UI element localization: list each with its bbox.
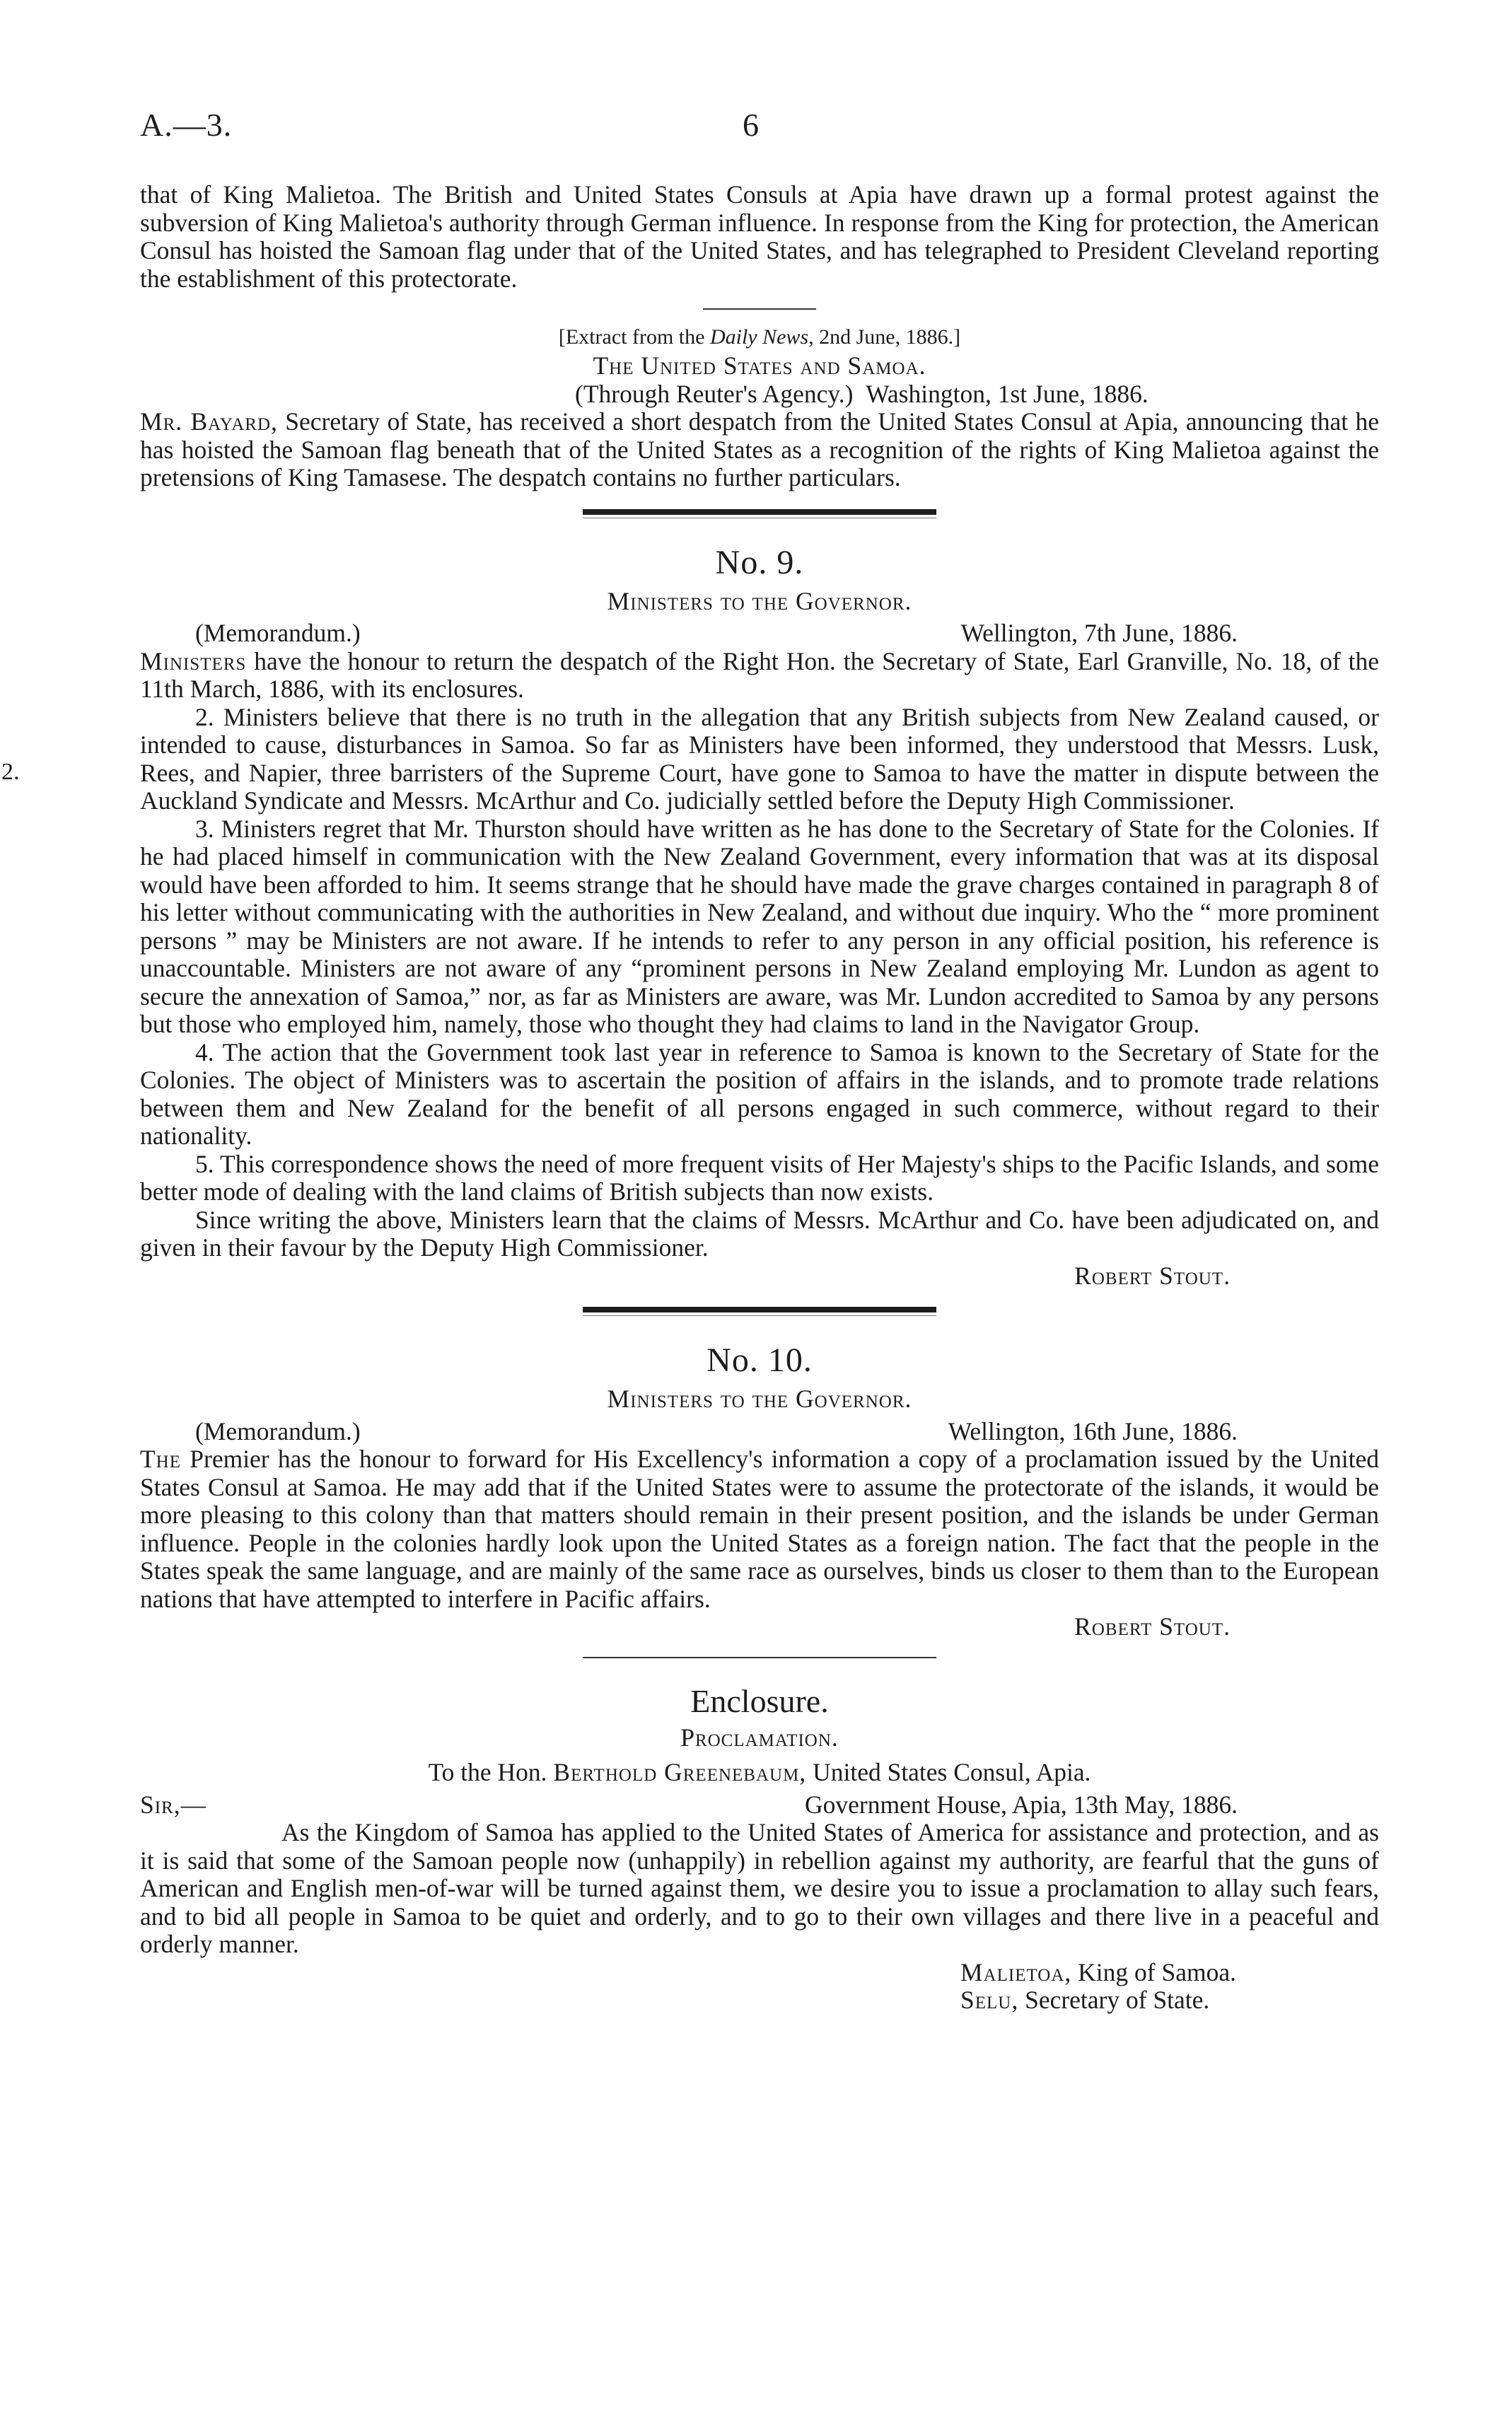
memo-label: (Memorandum.) <box>195 1416 361 1445</box>
no9-paragraph-5: 5. This correspondence shows the need of more frequent visits of Her Majesty's ships to the Pacific Islands, and some better mode of dealing with the land claims of British subjects than now exists. <box>140 1149 1379 1206</box>
enclosure-address: To the Hon. Berthold Greenebaum, United States Consul, Apia. <box>428 1758 1091 1786</box>
intro-paragraph: that of King Malietoa. The British and United States Consuls at Apia have drawn up a formal protest against the subversion of King Malietoa's authority through German influence. In response from the King for protection, the American Consul has hoisted the Samoan flag under that of the United States, and has telegraphed to President Cleveland reporting the establishment of this protectorate. <box>140 180 1379 293</box>
enclosure-title: Enclosure. <box>690 1682 829 1719</box>
signature-selu: Selu, Secretary of State. <box>960 1986 1210 2014</box>
memo-header <box>140 1418 1379 1446</box>
section-title: Ministers to the Governor. <box>607 1385 912 1413</box>
extract-agency-line: (Through Reuter's Agency.) Washington, 1st June, 1886. <box>575 379 1148 408</box>
memo-dateline: Wellington, 16th June, 1886. <box>948 1416 1238 1445</box>
page-number: 6 <box>743 107 759 143</box>
extract-source: [Extract from the Daily News, 2nd June, 1886.] <box>558 325 961 349</box>
section-divider <box>583 509 936 515</box>
letter-dateline: Government House, Apia, 13th May, 1886. <box>805 1790 1238 1819</box>
no9-paragraph-1: Ministers have the honour to return the despatch of the Right Hon. the Secretary of State, Earl Granville, No. 18, of the 11th March, 1886, with its enclosures. <box>140 646 1379 703</box>
no10-paragraph-1: The Premier has the honour to forward for His Excellency's information a copy of a proclamation issued by the United States Consul at Samoa. He may add that if the United States were to assume the protectorate of the islands, it would be more pleasing to this colony than that matters should remain in their present position, and the islands be under German influence. People in the colonies hardly look upon the United States as a foreign nation. The fact that the people in the States speak the same language, and are mainly of the same race as ourselves, binds us closer to them than to the European nations that have attempted to interfere in Pacific affairs. <box>140 1445 1379 1613</box>
no9-paragraph-3: 3. Ministers regret that Mr. Thurston should have written as he has done to the Secretary of State for the Colonies. If he had placed himself in communication with the New Zealand Government, every information that was at its disposal would have been afforded to him. It seems strange that he should have made the grave charges contained in paragraph 8 of his letter without communicating with the authorities in New Zealand, and without due inquiry. Who the “ more prominent persons ” may be Ministers are not aware. If he intends to refer to any person in any official position, his reference is unaccountable. Ministers are not aware of any “prominent persons in New Zealand employing Mr. Lundon as agent to secure the annexation of Samoa,” nor, as far as Ministers are aware, was Mr. Lundon accredited to Samoa by any persons but those who employed him, namely, those who thought they had claims to land in the Navigator Group. <box>140 814 1379 1038</box>
signature-malietoa: Malietoa, King of Samoa. <box>960 1957 1236 1986</box>
document-reference: A.—3. <box>140 107 233 143</box>
memo-dateline: Wellington, 7th June, 1886. <box>960 619 1238 647</box>
section-number: No. 10. <box>706 1341 813 1379</box>
signature: Robert Stout. <box>1074 1612 1231 1641</box>
proclamation-body: As the Kingdom of Samoa has applied to the United States of America for assistance and protection, and as it is said that some of the Samoan people now (unhappily) in rebellion against my authority, are fearful that the guns of American and English men-of-war will be turned against them, we desire you to issue a proclamation to allay such fears, and to bid all people in Samoa to be quiet and orderly, and to go to their own villages and there live in a peaceful and orderly manner. <box>140 1818 1379 1958</box>
section-divider <box>583 1307 936 1312</box>
memo-label: (Memorandum.) <box>195 619 361 647</box>
margin-note: 2. <box>1 759 20 785</box>
no9-paragraph-2: 2. Ministers believe that there is no truth in the allegation that any British subjects from New Zealand caused, or intended to cause, disturbances in Samoa. So far as Ministers have been informed, they understood that Messrs. Lusk, Rees, and Napier, three barristers of the Supreme Court, have gone to Samoa to have the matter in dispute between the Auckland Syndicate and Messrs. McArthur and Co. judicially settled before the Deputy High Commissioner. <box>140 702 1379 815</box>
main-column <box>140 181 1379 2015</box>
newspaper-name: Daily News <box>709 325 809 349</box>
enclosure-subtitle: Proclamation. <box>680 1723 839 1752</box>
extract-dateline: Washington, 1st June, 1886. <box>866 379 1148 408</box>
no9-paragraph-4: 4. The action that the Government took last year in reference to Samoa is known to the Secretary of State for the Colonies. The object of Ministers was to ascertain the position of affairs in the islands, and to promote trade relations between them and New Zealand for the benefit of all persons engaged in such commerce, without regard to their nationality. <box>140 1037 1379 1150</box>
no9-paragraph-6: Since writing the above, Ministers learn that the claims of Messrs. McArthur and Co. have been adjudicated on, and given in their favour by the Deputy High Commissioner. <box>140 1205 1379 1262</box>
section-divider <box>583 1657 936 1658</box>
extract-title: The United States and Samoa. <box>593 351 926 380</box>
signature: Robert Stout. <box>1074 1261 1231 1290</box>
memo-header <box>140 619 1379 648</box>
salutation: Sir,— <box>140 1790 207 1819</box>
extract-body: Mr. Bayard, Secretary of State, has received a short despatch from the United States Consul at Apia, announcing that he has hoisted the Samoan flag beneath that of the United States as a recognition of the rights of King Malietoa against the pretensions of King Tamasese. The despatch contains no further particulars. <box>140 407 1379 491</box>
section-title: Ministers to the Governor. <box>607 586 912 615</box>
section-divider <box>703 308 816 310</box>
letter-header <box>140 1791 1379 1820</box>
section-number: No. 9. <box>715 543 804 581</box>
